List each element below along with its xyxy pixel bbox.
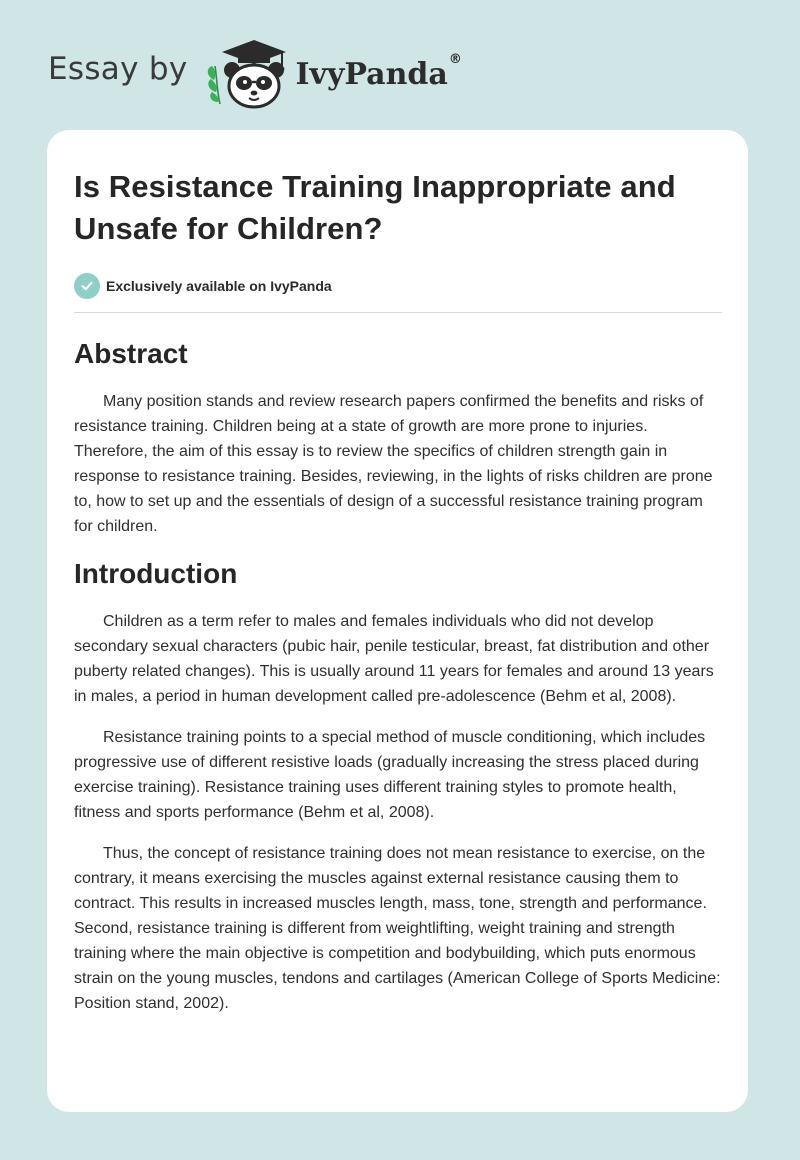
- brand-header: [48, 36, 462, 110]
- paragraph: Children as a term refer to males and females individuals who did not develop secondary sexual characters (pubic hair, penile testicular, breast, fat distribution and other puberty related changes). This is usually around 11 years for females and around 13 years in males, a period in human development called pre-adolescence (Behm et al, 2008).: [74, 613, 714, 705]
- paragraph: Many position stands and review research papers confirmed the benefits and risks of resistance training. Children being at a state of growth are more prone to injuries. Therefore, the aim of this essay is to review the specifics of children strength gain in response to resistance training. Besides, reviewing, in the lights of risks children are prone to, how to set up and the essentials of design of a successful resistance training program for children.: [74, 393, 713, 535]
- exclusive-badge: [74, 272, 722, 300]
- exclusive-badge-label: Exclusively available on IvyPanda: [106, 278, 332, 294]
- check-icon: [74, 273, 100, 299]
- brand-prefix: Essay by: [48, 51, 188, 87]
- registered-mark: ®: [448, 51, 462, 67]
- section-heading: Abstract: [74, 338, 188, 369]
- essay-card: [47, 130, 748, 1112]
- essay-title: Is Resistance Training Inappropriate and Unsafe for Children?: [74, 169, 676, 246]
- section-introduction: [74, 557, 722, 1016]
- panda-logo-icon[interactable]: [202, 36, 294, 110]
- section-abstract: [74, 337, 722, 539]
- section-heading: Introduction: [74, 558, 238, 589]
- paragraph: Thus, the concept of resistance training does not mean resistance to exercise, on the contrary, it means exercising the muscles against external resistance causing them to contract. This results in increased muscles length, mass, tone, strength and performance. Second, resistance training is different from weightlifting, weight training and strength training where the main objective is competition and bodybuilding, which puts enormous strain on the young muscles, tendons and cartilages (American College of Sports Medicine: Position stand, 2002).: [74, 845, 721, 1012]
- divider: [74, 312, 722, 313]
- paragraph: Resistance training points to a special method of muscle conditioning, which includes progressive use of different resistive loads (gradually increasing the stress placed during exercise training). Resistance training uses different training styles to promote health, fitness and sports performance (Behm et al, 2008).: [74, 729, 706, 821]
- brand-name: IvyPanda: [295, 56, 448, 92]
